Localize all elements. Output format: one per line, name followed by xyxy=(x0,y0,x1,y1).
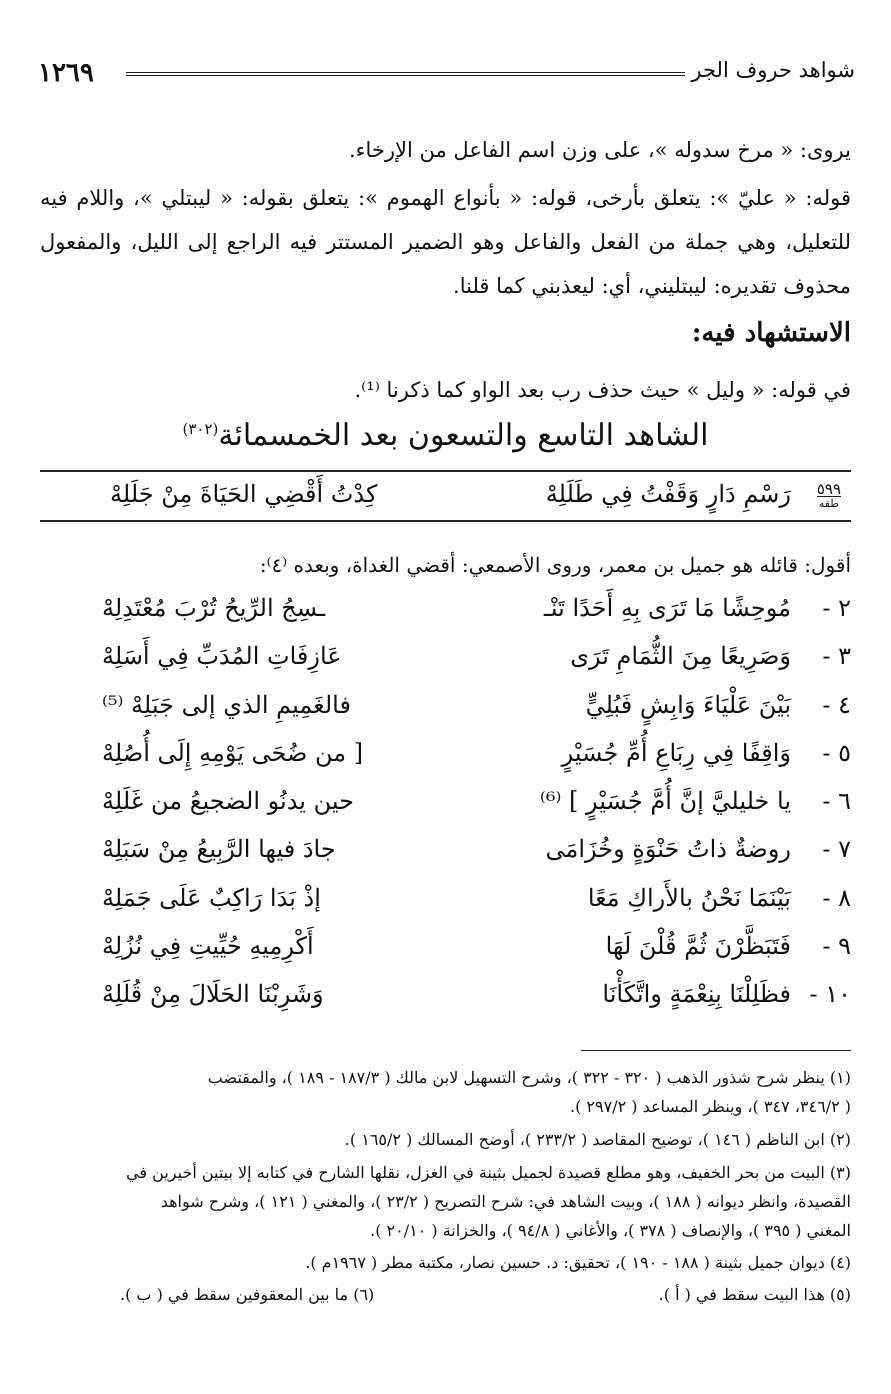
verse-row-first: فَتَبَظَّرْنَ ثُمَّ قُلْنَ لَهَا xyxy=(605,932,791,961)
verse-second-half: كِدْتُ أَقْضِي الحَيَاةَ مِنْ جَلَلِهْ xyxy=(110,480,378,508)
verse-number xyxy=(817,482,841,511)
verse-row xyxy=(40,685,851,733)
verse-meter-tag: طقه xyxy=(818,497,840,510)
verse-row-first: روضةٌ ذاتُ حَنْوَةٍ وخُزَامَى xyxy=(545,835,791,864)
verse-row xyxy=(40,636,851,684)
verse-row-number: ٦ - xyxy=(822,787,851,816)
verse-row-number: ٤ - xyxy=(822,690,851,719)
header-rule xyxy=(126,72,685,76)
verse-row-first: بَيْنَمَا نَحْنُ بالأَراكِ مَعًا xyxy=(587,883,791,912)
verse-row-second: حين يدنُو الضجيعُ من غَلَلِهْ xyxy=(102,787,354,816)
footnote-6: (٦) ما بين المعقوفين سقط في ( ب ). xyxy=(120,1285,375,1304)
main-verse-box xyxy=(40,470,851,522)
verse-row xyxy=(40,926,851,974)
verse-row-first: فظَلِلْنَا بِنِعْمَةٍ واتَّكَأْنَا xyxy=(602,980,791,1009)
verse-row-first: يا خليليَّ إنَّ أُمَّ جُسَيْرٍ ] ⁽⁶⁾ xyxy=(539,787,791,816)
footnote-1: (١) ينظر شرح شذور الذهب ( ٣٢٠ - ٣٢٢ )، وشرح التسهيل لابن مالك ( ١٨٧/٣ - ١٨٩ )، والمقتضب xyxy=(207,1068,851,1087)
footnote-3: (٣) البيت من بحر الخفيف، وهو مطلع قصيدة لجميل بثينة في الغزل، نقلها الشارح في كتابه إلا بيتين أخيرين في xyxy=(126,1163,851,1182)
verse-row-second: فالغَمِيمِ الذي إلى جَبَلِهْ ⁽⁵⁾ xyxy=(102,690,351,719)
footnote-rule xyxy=(581,1050,851,1051)
section-title-ref: (٣٠٢) xyxy=(182,420,219,438)
verse-first-half: رَسْمِ دَارٍ وَقَفْتُ فِي طَلَلِهْ xyxy=(545,480,791,508)
running-title: شواهد حروف الجر xyxy=(691,58,855,82)
poem-verses xyxy=(40,588,851,1023)
verse-row xyxy=(40,781,851,829)
verse-row-second: أَكْرِمِيهِ حُيِّيتِ فِي نُزُلِهْ xyxy=(102,932,314,961)
paragraph-evidence: في قوله: « وليل » حيث حذف رب بعد الواو كما ذكرنا ⁽¹⁾. xyxy=(354,378,851,402)
subheading: الاستشهاد فيه: xyxy=(691,318,851,348)
verse-row-second: عَازِفَاتِ المُدَبِّ فِي أَسَلِهْ xyxy=(102,642,342,671)
section-title xyxy=(0,418,891,453)
verse-row-number: ٧ - xyxy=(822,835,851,864)
verse-row-first: وَاقِفًا فِي رِبَاعِ أُمِّ جُسَيْرٍ xyxy=(561,738,791,767)
verse-row xyxy=(40,588,851,636)
verse-row-number: ٥ - xyxy=(822,738,851,767)
verse-row xyxy=(40,974,851,1022)
footnote-3-cont2: المغني ( ٣٩٥ )، والإنصاف ( ٣٧٨ )، والأغاني ( ٩٤/٨ )، والخزانة ( ٢٠/١٠ ). xyxy=(370,1221,851,1240)
verse-row xyxy=(40,829,851,877)
verse-row-second: جادَ فيها الرَّبِيعُ مِنْ سَبَلِهْ xyxy=(102,835,336,864)
section-title-text: الشاهد التاسع والتسعون بعد الخمسمائة xyxy=(218,418,709,453)
verse-row-first: وَصَرِيعًا مِنَ الثُّمَامِ تَرَى xyxy=(570,642,791,671)
verse-row-number: ٩ - xyxy=(822,932,851,961)
verse-number-value: ٥٩٩ xyxy=(816,480,841,498)
footnote-5: (٥) هذا البيت سقط في ( أ ). xyxy=(658,1285,851,1304)
footnote-4: (٤) ديوان جميل بثينة ( ١٨٨ - ١٩٠ )، تحقيق: د. حسين نصار، مكتبة مطر ( ١٩٦٧م ). xyxy=(305,1253,851,1272)
page-number: ١٢٦٩ xyxy=(38,58,94,88)
verse-row-second: ـسِجُ الرِّيحُ تُرْبَ مُعْتَدِلِهْ xyxy=(102,594,326,622)
verse-row-number: ٨ - xyxy=(822,883,851,912)
verse-row-first: بَيْنَ عَلْيَاءَ وَابِشٍ فَبُلِيٍّ xyxy=(585,690,791,719)
verse-row-second: [ من ضُحَى يَوْمِهِ إِلَى أُصُلِهْ xyxy=(102,738,364,767)
footnote-1-cont: ( ٣٤٦/٢، ٣٤٧ )، وينظر المساعد ( ٢٩٧/٢ ). xyxy=(569,1097,851,1116)
paragraph-grammar: قوله: « عليّ »: يتعلق بأرخى، قوله: « بأنواع الهموم »: يتعلق بقوله: « ليبتلي »، واللام فيه للتعليل، وهي جملة من الفعل والفاعل وهو الضمير المستتر فيه الراجع إلى الليل، والمفعول محذوف تقديره: ليبتليني، أي: ليعذبني كما قلنا. xyxy=(40,186,851,298)
verse-row-number: ٢ - xyxy=(822,594,851,622)
verse-row-second: وَشَرِبْنَا الحَلَالَ مِنْ قُلَلِهْ xyxy=(102,980,324,1009)
verse-row-number: ١٠ - xyxy=(809,980,851,1009)
verse-row-second: إذْ بَدَا رَاكِبٌ عَلَى جَمَلِهْ xyxy=(102,883,321,912)
footnote-3-cont: القصيدة، وانظر ديوانه ( ١٨٨ )، وبيت الشاهد في: شرح التصريح ( ٢٣/٢ )، والمغني ( ١٢١ )، وشرح شواهد xyxy=(160,1192,851,1211)
paragraph-variant: يروى: « مرخ سدوله »، على وزن اسم الفاعل من الإرخاء. xyxy=(348,138,851,162)
verse-row-number: ٣ - xyxy=(822,642,851,671)
verse-row-first: مُوحِشًا مَا تَرَى بِهِ أَحَدًا تَنْـ xyxy=(543,594,791,622)
footnote-2: (٢) ابن الناظم ( ١٤٦ )، توضيح المقاصد ( ٢٣٣/٢ )، أوضح المسالك ( ١٦٥/٢ ). xyxy=(344,1130,851,1149)
verse-row xyxy=(40,878,851,926)
verse-row xyxy=(40,733,851,781)
page-header xyxy=(38,58,855,88)
commentary: أقول: قائله هو جميل بن معمر، وروى الأصمعي: أقضي الغداة، وبعده ⁽٤⁾: xyxy=(259,553,851,577)
